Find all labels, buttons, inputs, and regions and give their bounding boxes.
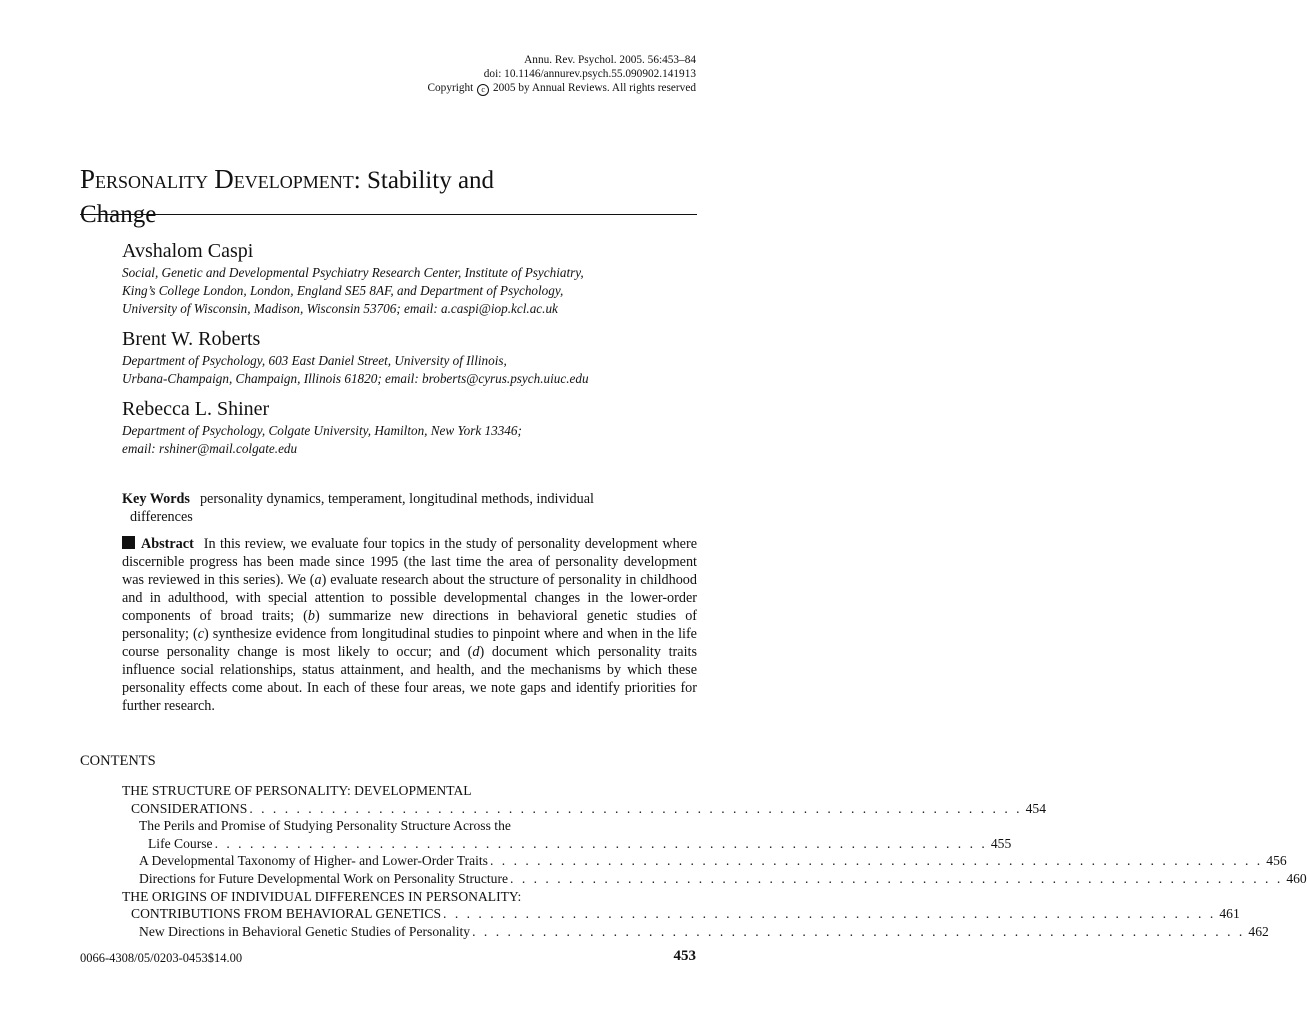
toc-page-number: 456	[1266, 853, 1287, 869]
author-name: Rebecca L. Shiner	[122, 398, 270, 420]
footer-code: 0066-4308/05/0203-0453$14.00	[80, 951, 243, 965]
copyright-line: Copyright c 2005 by Annual Reviews. All rights reserved	[427, 82, 696, 94]
abstract-label: Abstract	[141, 536, 194, 552]
toc-page-number: 454	[1025, 800, 1047, 816]
toc-page-number: 455	[990, 835, 1012, 851]
author-block	[122, 326, 702, 388]
author-name: Avshalom Caspi	[122, 240, 254, 262]
table-of-contents	[122, 782, 1307, 940]
toc-entry[interactable]: A Developmental Taxonomy of Higher- and Lower-Order Traits . . . . . . . . . . . . . . . . . . . . . . . . . . . . . . . . . . . . . . . . . . . . . . . . . . . . . . . . . . . . . . . . . . 456	[139, 853, 1287, 869]
author-block	[122, 396, 702, 458]
toc-leader: . . . . . . . . . . . . . . . . . . . . . . . . . . . . . . . . . . . . . . . . . . . . . . . . . . . . . . . . . . . . . . . . . .	[249, 800, 1023, 816]
toc-leader: . . . . . . . . . . . . . . . . . . . . . . . . . . . . . . . . . . . . . . . . . . . . . . . . . . . . . . . . . . . . . . . . . .	[214, 835, 988, 851]
keywords-section	[122, 490, 697, 526]
doi-line: doi: 10.1146/annurev.psych.55.090902.141913	[483, 68, 696, 80]
toc-page-number: 461	[1219, 906, 1240, 922]
toc-page-number: 462	[1248, 923, 1269, 939]
toc-leader: . . . . . . . . . . . . . . . . . . . . . . . . . . . . . . . . . . . . . . . . . . . . . . . . . . . . . . . . . . . . . . . . . .	[443, 906, 1216, 922]
journal-citation: Annu. Rev. Psychol. 2005. 56:453–84	[524, 54, 696, 66]
toc-entry[interactable]: THE ORIGINS OF INDIVIDUAL DIFFERENCES IN PERSONALITY:	[122, 888, 522, 904]
toc-leader: . . . . . . . . . . . . . . . . . . . . . . . . . . . . . . . . . . . . . . . . . . . . . . . . . . . . . . . . . . . . . . . . . .	[510, 870, 1283, 886]
toc-entry[interactable]: The Perils and Promise of Studying Personality Structure Across the	[139, 818, 511, 834]
author-list	[122, 238, 702, 466]
toc-entry[interactable]: THE STRUCTURE OF PERSONALITY: DEVELOPMENTAL	[122, 783, 472, 798]
toc-entry[interactable]: Directions for Future Developmental Work on Personality Structure . . . . . . . . . . . . . . . . . . . . . . . . . . . . . . . . . . . . . . . . . . . . . . . . . . . . . . . . . . . . . . . . . . 460	[139, 870, 1307, 886]
citation-header	[428, 53, 697, 96]
contents-heading: CONTENTS	[80, 753, 156, 769]
square-bullet-icon	[122, 536, 135, 549]
toc-entry-cont[interactable]: CONTRIBUTIONS FROM BEHAVIORAL GENETICS . . . . . . . . . . . . . . . . . . . . . . . . . . . . . . . . . . . . . . . . . . . . . . . . . . . . . . . . . . . . . . . . . . 461	[131, 906, 1240, 922]
author-affiliation: Department of Psychology, 603 East Daniel Street, University of Illinois, Urbana-Champaign, Champaign, Illinois 61820; email: broberts@cyrus.psych.uiuc.edu	[122, 353, 589, 386]
toc-entry-cont[interactable]: CONSIDERATIONS . . . . . . . . . . . . . . . . . . . . . . . . . . . . . . . . . . . . . . . . . . . . . . . . . . . . . . . . . . . . . . . . . . 454	[131, 800, 1047, 816]
author-affiliation: Social, Genetic and Developmental Psychiatry Research Center, Institute of Psychiatry, King’s College London, London, England SE5 8AF, and Department of Psychology, University of Wisconsin, Madison, Wisconsin 53706; email: a.caspi@iop.kcl.ac.uk	[122, 265, 584, 316]
copyright-icon: c	[477, 84, 489, 96]
title-rule	[80, 214, 697, 215]
article-title: Personality Development: Stability and Change	[80, 163, 495, 228]
keywords-text: personality dynamics, temperament, longitudinal methods, individual	[199, 491, 594, 507]
toc-leader: . . . . . . . . . . . . . . . . . . . . . . . . . . . . . . . . . . . . . . . . . . . . . . . . . . . . . . . . . . . . . . . . . .	[489, 853, 1263, 869]
author-affiliation: Department of Psychology, Colgate University, Hamilton, New York 13346; email: rshiner@mail.colgate.edu	[122, 423, 522, 456]
toc-page-number: 460	[1286, 870, 1307, 886]
author-name: Brent W. Roberts	[122, 328, 261, 350]
page-number: 453	[673, 948, 696, 964]
keywords-text-cont: differences	[130, 509, 193, 525]
toc-leader: . . . . . . . . . . . . . . . . . . . . . . . . . . . . . . . . . . . . . . . . . . . . . . . . . . . . . . . . . . . . . . . . . .	[472, 923, 1245, 939]
toc-entry[interactable]: New Directions in Behavioral Genetic Studies of Personality . . . . . . . . . . . . . . . . . . . . . . . . . . . . . . . . . . . . . . . . . . . . . . . . . . . . . . . . . . . . . . . . . . 462	[139, 923, 1269, 939]
abstract-section: Abstract In this review, we evaluate four topics in the study of personality development where discernible progress has been made since 1995 (the last time the area of personality development was reviewed in this series). We (a) evaluate research about the structure of personality in childhood and in adulthood, with special attention to possible developmental changes in the lower-order components of broad traits; (b) summarize new directions in behavioral genetic studies of personality; (c) synthesize evidence from longitudinal studies to pinpoint where and when in the life course personality change is most likely to occur; and (d) document which personality traits influence social relationships, status attainment, and health, and the mechanisms by which these personality effects come about. In each of these four areas, we note gaps and identify priorities for further research.	[122, 536, 698, 714]
keywords-label: Key Words	[122, 491, 190, 507]
toc-entry-cont[interactable]: Life Course . . . . . . . . . . . . . . . . . . . . . . . . . . . . . . . . . . . . . . . . . . . . . . . . . . . . . . . . . . . . . . . . . . 455	[148, 835, 1012, 851]
author-block	[122, 238, 702, 318]
